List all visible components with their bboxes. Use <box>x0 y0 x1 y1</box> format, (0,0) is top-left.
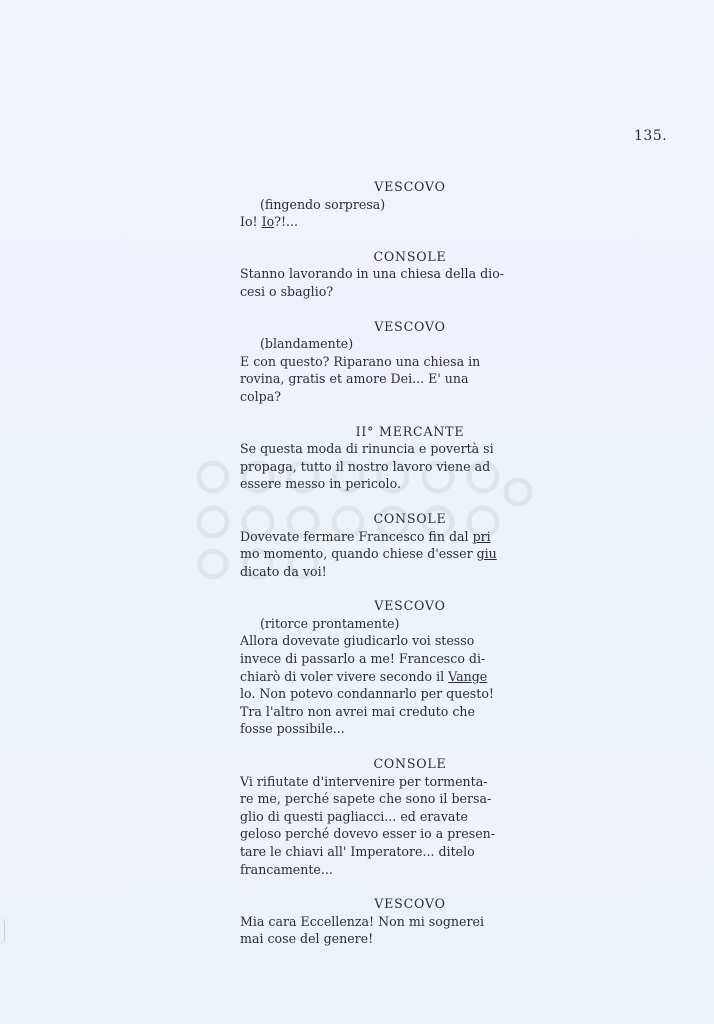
line-text: ?!... <box>274 214 299 230</box>
line-text: Se questa moda di rinuncia e povertà si <box>240 441 494 457</box>
line-text: rovina, gratis et amore Dei... E' una <box>240 371 469 387</box>
dialogue-line <box>240 283 560 301</box>
dialogue-block <box>240 510 560 580</box>
dialogue-block <box>240 423 560 493</box>
dialogue-line <box>240 930 560 948</box>
dialogue-line <box>240 475 560 493</box>
line-text: glio di questi pagliacci... ed eravate <box>240 808 468 824</box>
line-text: Dovevate fermare Francesco fin dal <box>240 528 473 544</box>
page-edge-mark <box>0 918 5 944</box>
line-text: Vi rifiutate d'intervenire per tormenta- <box>240 773 488 789</box>
line-text: E con questo? Riparano una chiesa in <box>240 353 481 369</box>
line-text: chiarò di voler vivere secondo il <box>240 668 449 684</box>
dialogue-line <box>240 563 560 581</box>
dialogue-block <box>240 248 560 301</box>
stage-direction: (fingendo sorpresa) <box>260 196 386 212</box>
speaker-name: VESCOVO <box>374 318 446 334</box>
script-text <box>240 178 560 965</box>
dialogue-line <box>240 913 560 931</box>
line-text: geloso perché dovevo esser io a presen- <box>240 826 496 842</box>
line-text: fosse possibile... <box>240 721 345 737</box>
underlined-text: Io <box>261 214 275 230</box>
dialogue-line <box>240 650 560 668</box>
line-text: re me, perché sapete che sono il bersa- <box>240 791 492 807</box>
line-text: Stanno lavorando in una chiesa della dio- <box>240 266 505 282</box>
dialogue-line <box>240 808 560 826</box>
dialogue-line <box>240 265 560 283</box>
dialogue-line <box>240 528 560 546</box>
dialogue-line <box>240 703 560 721</box>
line-text: colpa? <box>240 388 281 404</box>
dialogue-line <box>240 790 560 808</box>
line-text: lo. Non potevo condannarlo per questo! <box>240 686 494 702</box>
dialogue-block <box>240 597 560 738</box>
line-text: Io! <box>240 214 262 230</box>
dialogue-line <box>240 720 560 738</box>
line-text: Tra l'altro non avrei mai creduto che <box>240 703 476 719</box>
dialogue-block <box>240 755 560 878</box>
line-text: tare le chiavi all' Imperatore... ditelo <box>240 844 475 859</box>
line-text: francamente... <box>240 861 333 877</box>
line-text: essere messo in pericolo. <box>240 476 401 492</box>
line-text: Allora dovevate giudicarlo voi stesso <box>240 633 475 649</box>
stage-direction: (blandamente) <box>260 336 354 352</box>
speaker-name: CONSOLE <box>373 756 447 772</box>
speaker-name: CONSOLE <box>373 510 447 526</box>
underlined-text: pri <box>472 528 491 544</box>
dialogue-line <box>240 353 560 371</box>
dialogue-block <box>240 178 560 231</box>
dialogue-line <box>240 545 560 563</box>
page-number: 135. <box>634 128 668 144</box>
dialogue-block <box>240 318 560 406</box>
speaker-name: VESCOVO <box>374 179 446 194</box>
line-text: propaga, tutto il nostro lavoro viene ad <box>240 458 491 474</box>
line-text: dicato da voi! <box>240 563 327 579</box>
dialogue-line <box>240 213 560 231</box>
dialogue-line <box>240 843 560 861</box>
speaker-name: VESCOVO <box>374 896 446 912</box>
stage-direction: (ritorce prontamente) <box>260 615 400 631</box>
dialogue-line <box>240 440 560 458</box>
speaker-name: CONSOLE <box>373 248 447 264</box>
dialogue-line <box>240 388 560 406</box>
line-text: invece di passarlo a me! Francesco di- <box>240 651 486 667</box>
dialogue-line <box>240 458 560 476</box>
line-text: cesi o sbaglio? <box>240 283 334 299</box>
line-text: mo momento, quando chiese d'esser <box>240 546 477 562</box>
line-text: mai cose del genere! <box>240 931 374 947</box>
line-text: Mia cara Eccellenza! Non mi sognerei <box>240 913 484 929</box>
dialogue-block <box>240 895 560 948</box>
dialogue-line <box>240 370 560 388</box>
underlined-text: giu <box>476 546 497 562</box>
dialogue-line <box>240 825 560 843</box>
speaker-name: II° MERCANTE <box>355 423 465 439</box>
dialogue-line <box>240 632 560 650</box>
speaker-name: VESCOVO <box>374 598 446 614</box>
dialogue-line <box>240 861 560 879</box>
dialogue-line <box>240 668 560 686</box>
dialogue-line <box>240 773 560 791</box>
dialogue-line <box>240 685 560 703</box>
underlined-text: Vange <box>448 668 488 684</box>
